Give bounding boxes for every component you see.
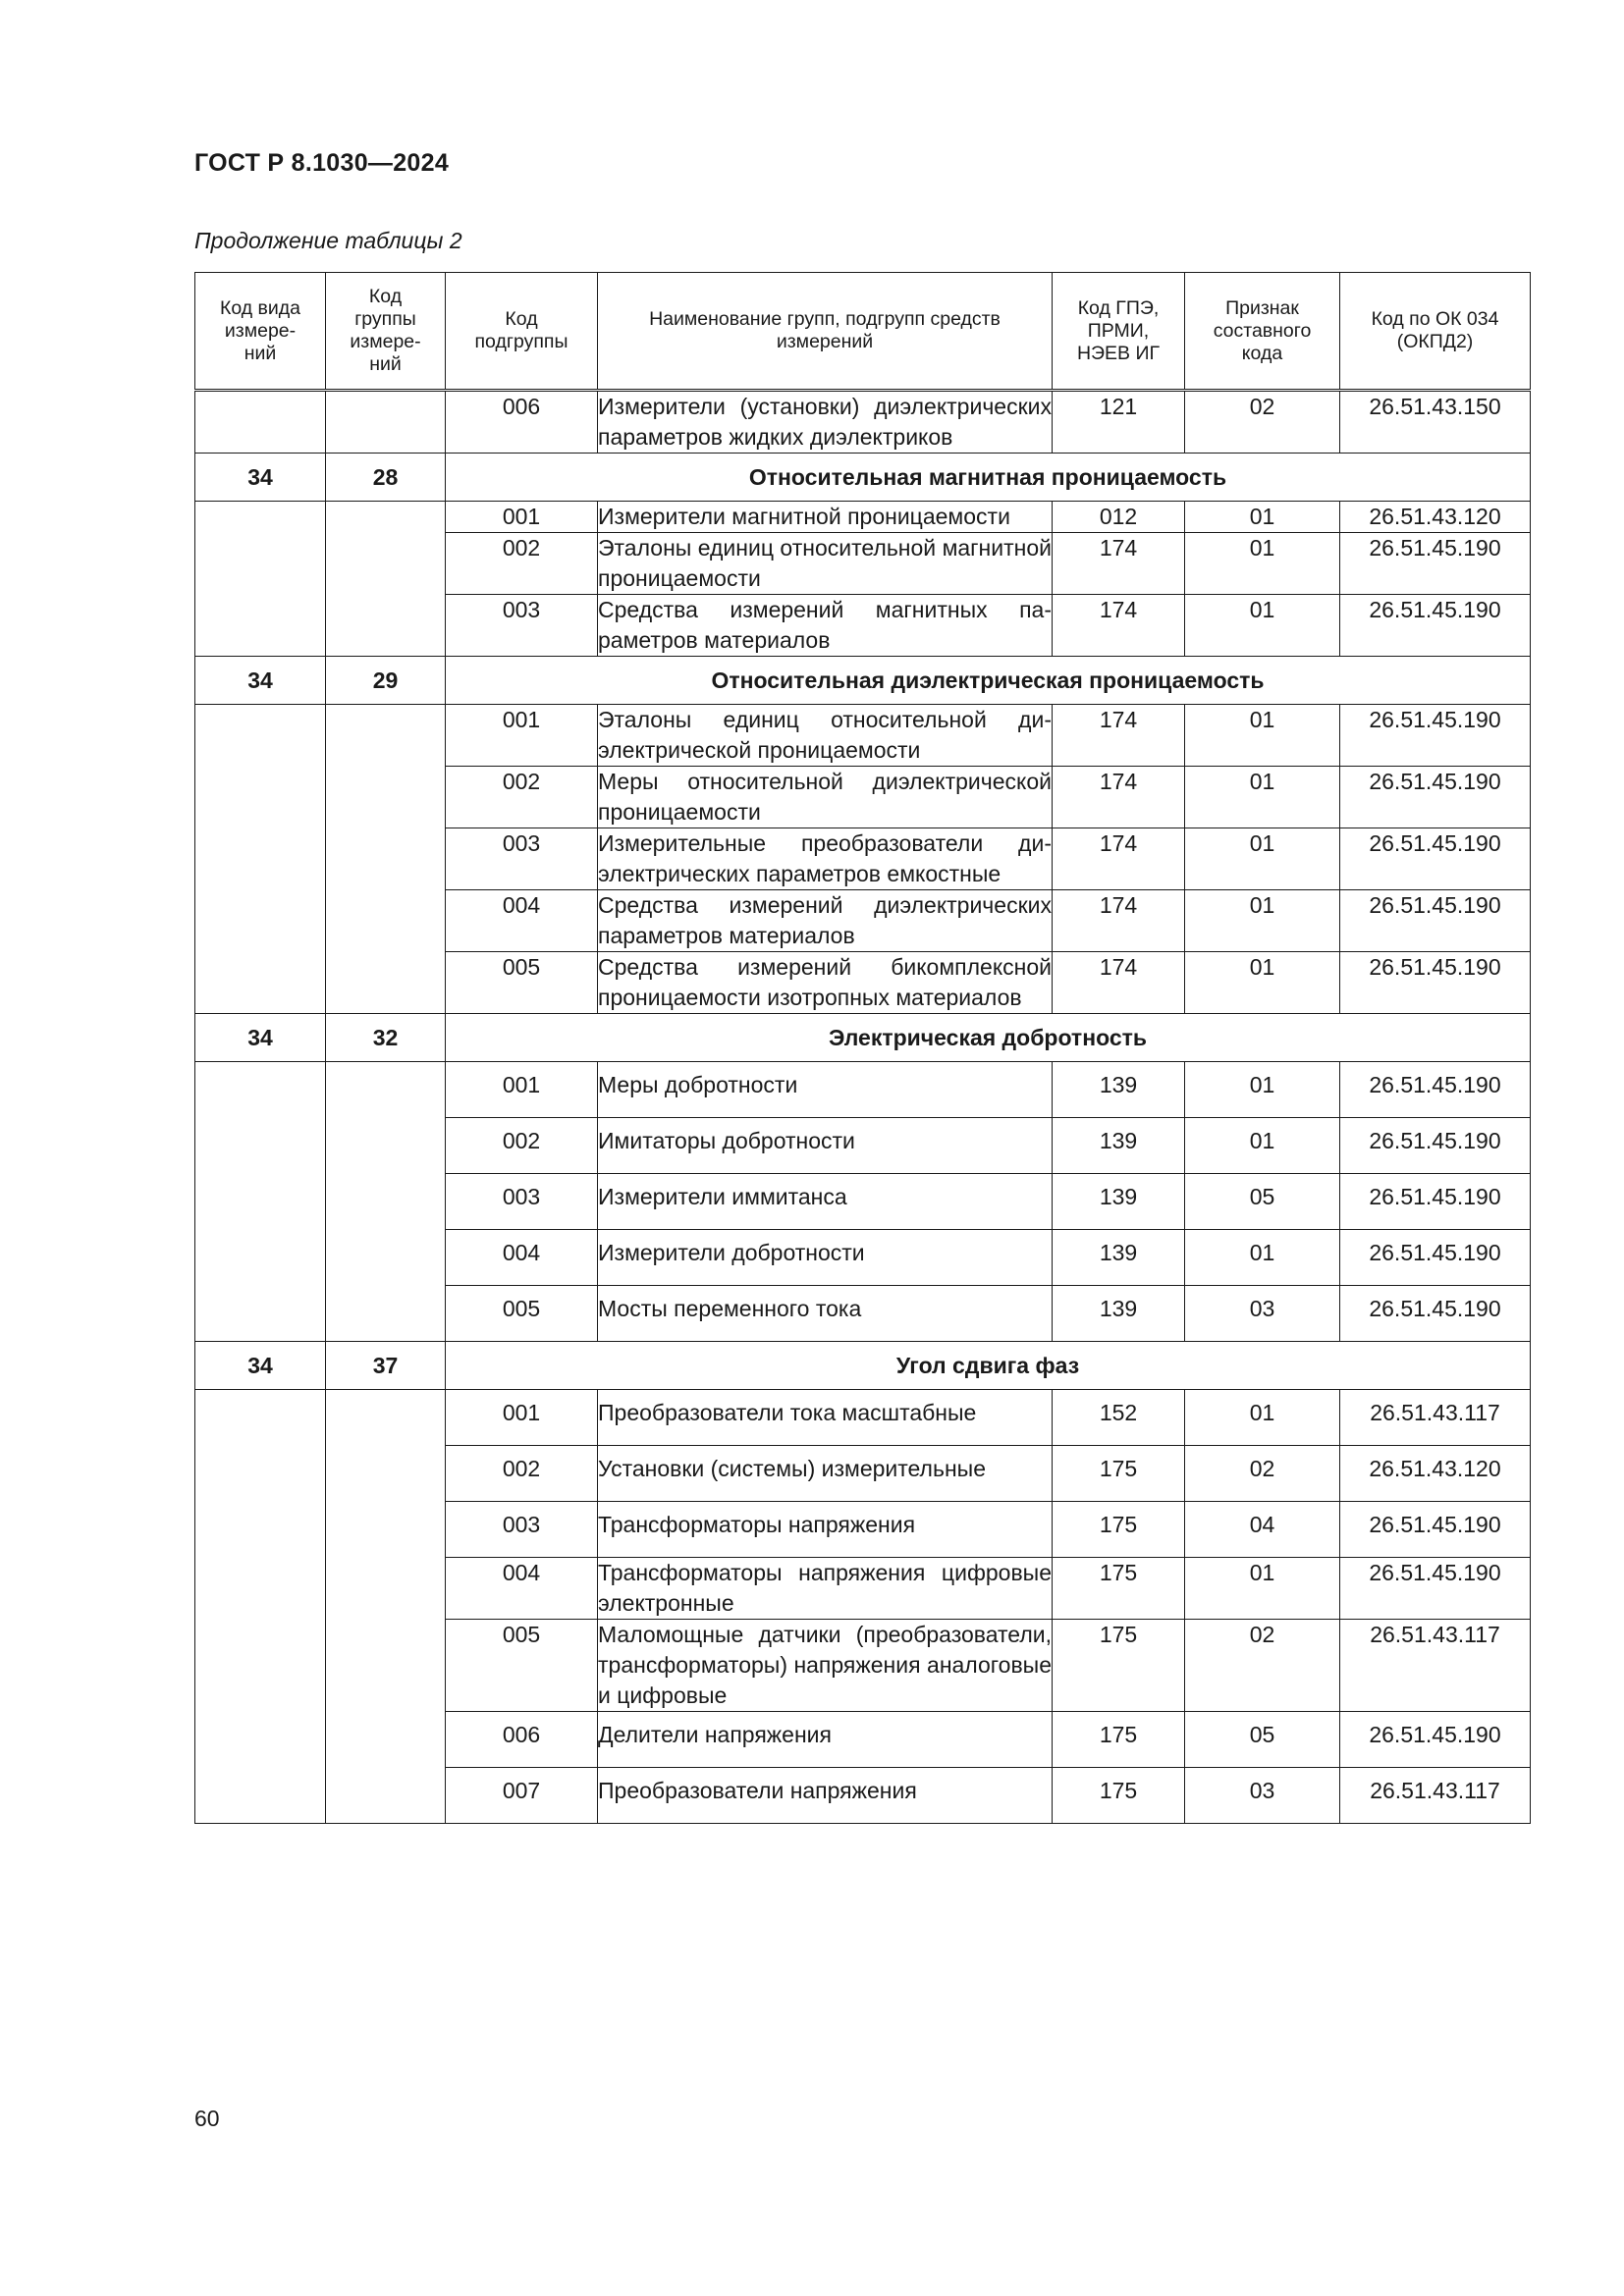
gpe-code-cell: 175 (1053, 1558, 1185, 1620)
group-title: Относительная магнитная проницаемость (446, 454, 1531, 502)
okpd2-code-cell: 26.51.45.190 (1340, 767, 1531, 828)
table-row (195, 502, 1531, 533)
group-heading-row (195, 454, 1531, 502)
measurement-kind-cell (195, 502, 326, 657)
gpe-code-cell: 174 (1053, 705, 1185, 767)
subgroup-code-cell: 005 (446, 952, 598, 1014)
gpe-code-cell: 174 (1053, 533, 1185, 595)
table-row (195, 391, 1531, 454)
instrument-name-cell: Преобразователи напряжения (598, 1768, 1053, 1824)
okpd2-code-cell: 26.51.45.190 (1340, 533, 1531, 595)
group-title: Относительная диэлектрическая проницаемость (446, 657, 1531, 705)
header-okpd2-code: Код по ОК 034 (ОКПД2) (1340, 273, 1531, 391)
okpd2-code-cell: 26.51.45.190 (1340, 1286, 1531, 1342)
measurement-group-cell (326, 502, 446, 657)
okpd2-code-cell: 26.51.45.190 (1340, 890, 1531, 952)
instrument-name-cell: Мосты переменного тока (598, 1286, 1053, 1342)
gpe-code-cell: 139 (1053, 1230, 1185, 1286)
subgroup-code-cell: 002 (446, 1446, 598, 1502)
okpd2-code-cell: 26.51.45.190 (1340, 1230, 1531, 1286)
composite-sign-cell: 05 (1185, 1712, 1340, 1768)
group-title: Угол сдвига фаз (446, 1342, 1531, 1390)
composite-sign-cell: 01 (1185, 890, 1340, 952)
gpe-code-cell: 139 (1053, 1062, 1185, 1118)
subgroup-code-cell: 006 (446, 391, 598, 454)
instrument-name-cell: Установки (системы) измерительные (598, 1446, 1053, 1502)
composite-sign-cell: 05 (1185, 1174, 1340, 1230)
measurement-group-cell (326, 1062, 446, 1342)
measurement-kind-cell (195, 705, 326, 1014)
composite-sign-cell: 02 (1185, 391, 1340, 454)
table-row (195, 1062, 1531, 1118)
instrument-name-cell: Средства измерений бикомплексной проницаемости изотропных материалов (598, 952, 1053, 1014)
gpe-code-cell: 175 (1053, 1446, 1185, 1502)
okpd2-code-cell: 26.51.43.117 (1340, 1620, 1531, 1712)
gpe-code-cell: 139 (1053, 1286, 1185, 1342)
okpd2-code-cell: 26.51.45.190 (1340, 1712, 1531, 1768)
gpe-code-cell: 174 (1053, 767, 1185, 828)
composite-sign-cell: 04 (1185, 1502, 1340, 1558)
measurement-group-cell (326, 1390, 446, 1824)
instrument-name-cell: Делители напряжения (598, 1712, 1053, 1768)
okpd2-code-cell: 26.51.45.190 (1340, 1062, 1531, 1118)
composite-sign-cell: 01 (1185, 952, 1340, 1014)
gpe-code-cell: 175 (1053, 1768, 1185, 1824)
measurement-group-cell (326, 391, 446, 454)
composite-sign-cell: 01 (1185, 502, 1340, 533)
header-subgroup-code: Код подгруппы (446, 273, 598, 391)
group-code: 28 (326, 454, 446, 502)
okpd2-code-cell: 26.51.45.190 (1340, 595, 1531, 657)
subgroup-code-cell: 003 (446, 595, 598, 657)
composite-sign-cell: 01 (1185, 595, 1340, 657)
gpe-code-cell: 175 (1053, 1502, 1185, 1558)
subgroup-code-cell: 001 (446, 502, 598, 533)
header-composite-code-sign: Признак составного кода (1185, 273, 1340, 391)
okpd2-code-cell: 26.51.45.190 (1340, 1118, 1531, 1174)
composite-sign-cell: 01 (1185, 705, 1340, 767)
instrument-name-cell: Имитаторы добротности (598, 1118, 1053, 1174)
okpd2-code-cell: 26.51.45.190 (1340, 705, 1531, 767)
instrument-name-cell: Трансформаторы напряжения (598, 1502, 1053, 1558)
okpd2-code-cell: 26.51.45.190 (1340, 1502, 1531, 1558)
group-kind-code: 34 (195, 657, 326, 705)
subgroup-code-cell: 002 (446, 767, 598, 828)
okpd2-code-cell: 26.51.45.190 (1340, 828, 1531, 890)
group-heading-row (195, 1014, 1531, 1062)
measurement-kind-cell (195, 391, 326, 454)
header-group-name: Наименование групп, подгрупп средств измерений (598, 273, 1053, 391)
group-code: 29 (326, 657, 446, 705)
instrument-name-cell: Эталоны единиц относительной магнитной проницаемости (598, 533, 1053, 595)
subgroup-code-cell: 005 (446, 1620, 598, 1712)
header-gpe-code: Код ГПЭ, ПРМИ, НЭЕВ ИГ (1053, 273, 1185, 391)
subgroup-code-cell: 003 (446, 828, 598, 890)
okpd2-code-cell: 26.51.43.120 (1340, 502, 1531, 533)
instrument-name-cell: Маломощные датчики (преобразователи, трансформаторы) напряжения аналоговые и цифровые (598, 1620, 1053, 1712)
instrument-name-cell: Измерители добротности (598, 1230, 1053, 1286)
okpd2-code-cell: 26.51.45.190 (1340, 1558, 1531, 1620)
gpe-code-cell: 174 (1053, 952, 1185, 1014)
composite-sign-cell: 02 (1185, 1446, 1340, 1502)
group-kind-code: 34 (195, 454, 326, 502)
composite-sign-cell: 02 (1185, 1620, 1340, 1712)
subgroup-code-cell: 002 (446, 1118, 598, 1174)
gpe-code-cell: 174 (1053, 828, 1185, 890)
subgroup-code-cell: 004 (446, 1558, 598, 1620)
gpe-code-cell: 174 (1053, 595, 1185, 657)
composite-sign-cell: 01 (1185, 1230, 1340, 1286)
instrument-name-cell: Эталоны единиц относительной диэлектрической проницаемости (598, 705, 1053, 767)
gpe-code-cell: 012 (1053, 502, 1185, 533)
instrument-name-cell: Меры относительной диэлектрической проницаемости (598, 767, 1053, 828)
subgroup-code-cell: 002 (446, 533, 598, 595)
okpd2-code-cell: 26.51.45.190 (1340, 1174, 1531, 1230)
header-measurement-group-code: Код группы измере- ний (326, 273, 446, 391)
table-row (195, 1390, 1531, 1446)
group-title: Электрическая добротность (446, 1014, 1531, 1062)
subgroup-code-cell: 005 (446, 1286, 598, 1342)
measuring-instruments-table (194, 272, 1531, 1824)
composite-sign-cell: 01 (1185, 1062, 1340, 1118)
instrument-name-cell: Преобразователи тока масштабные (598, 1390, 1053, 1446)
composite-sign-cell: 01 (1185, 767, 1340, 828)
gpe-code-cell: 174 (1053, 890, 1185, 952)
okpd2-code-cell: 26.51.43.117 (1340, 1768, 1531, 1824)
gpe-code-cell: 175 (1053, 1620, 1185, 1712)
composite-sign-cell: 01 (1185, 1118, 1340, 1174)
measurement-kind-cell (195, 1390, 326, 1824)
instrument-name-cell: Измерительные преобразователи диэлектрических параметров емкостные (598, 828, 1053, 890)
subgroup-code-cell: 001 (446, 1390, 598, 1446)
page-number: 60 (194, 2106, 220, 2131)
gpe-code-cell: 175 (1053, 1712, 1185, 1768)
subgroup-code-cell: 001 (446, 705, 598, 767)
composite-sign-cell: 01 (1185, 1390, 1340, 1446)
instrument-name-cell: Средства измерений магнитных параметров материалов (598, 595, 1053, 657)
subgroup-code-cell: 004 (446, 890, 598, 952)
instrument-name-cell: Трансформаторы напряжения цифровые электронные (598, 1558, 1053, 1620)
instrument-name-cell: Измерители (установки) диэлектрических параметров жидких диэлектриков (598, 391, 1053, 454)
measurement-kind-cell (195, 1062, 326, 1342)
instrument-name-cell: Измерители иммитанса (598, 1174, 1053, 1230)
subgroup-code-cell: 007 (446, 1768, 598, 1824)
composite-sign-cell: 03 (1185, 1286, 1340, 1342)
group-code: 37 (326, 1342, 446, 1390)
instrument-name-cell: Меры добротности (598, 1062, 1053, 1118)
group-kind-code: 34 (195, 1342, 326, 1390)
subgroup-code-cell: 003 (446, 1502, 598, 1558)
gpe-code-cell: 121 (1053, 391, 1185, 454)
table-row (195, 705, 1531, 767)
table-header-row (195, 273, 1531, 391)
composite-sign-cell: 01 (1185, 1558, 1340, 1620)
group-heading-row (195, 1342, 1531, 1390)
composite-sign-cell: 03 (1185, 1768, 1340, 1824)
group-heading-row (195, 657, 1531, 705)
okpd2-code-cell: 26.51.43.117 (1340, 1390, 1531, 1446)
subgroup-code-cell: 003 (446, 1174, 598, 1230)
gpe-code-cell: 152 (1053, 1390, 1185, 1446)
subgroup-code-cell: 001 (446, 1062, 598, 1118)
table-continuation-caption: Продолжение таблицы 2 (194, 228, 462, 253)
subgroup-code-cell: 004 (446, 1230, 598, 1286)
gpe-code-cell: 139 (1053, 1118, 1185, 1174)
instrument-name-cell: Измерители магнитной проницаемости (598, 502, 1053, 533)
group-code: 32 (326, 1014, 446, 1062)
gpe-code-cell: 139 (1053, 1174, 1185, 1230)
header-measurement-kind-code: Код вида измере- ний (195, 273, 326, 391)
table-body (195, 391, 1531, 1824)
okpd2-code-cell: 26.51.43.120 (1340, 1446, 1531, 1502)
subgroup-code-cell: 006 (446, 1712, 598, 1768)
document-header: ГОСТ Р 8.1030—2024 (194, 149, 450, 177)
okpd2-code-cell: 26.51.43.150 (1340, 391, 1531, 454)
composite-sign-cell: 01 (1185, 828, 1340, 890)
group-kind-code: 34 (195, 1014, 326, 1062)
okpd2-code-cell: 26.51.45.190 (1340, 952, 1531, 1014)
measurement-group-cell (326, 705, 446, 1014)
instrument-name-cell: Средства измерений диэлектрических параметров материалов (598, 890, 1053, 952)
composite-sign-cell: 01 (1185, 533, 1340, 595)
